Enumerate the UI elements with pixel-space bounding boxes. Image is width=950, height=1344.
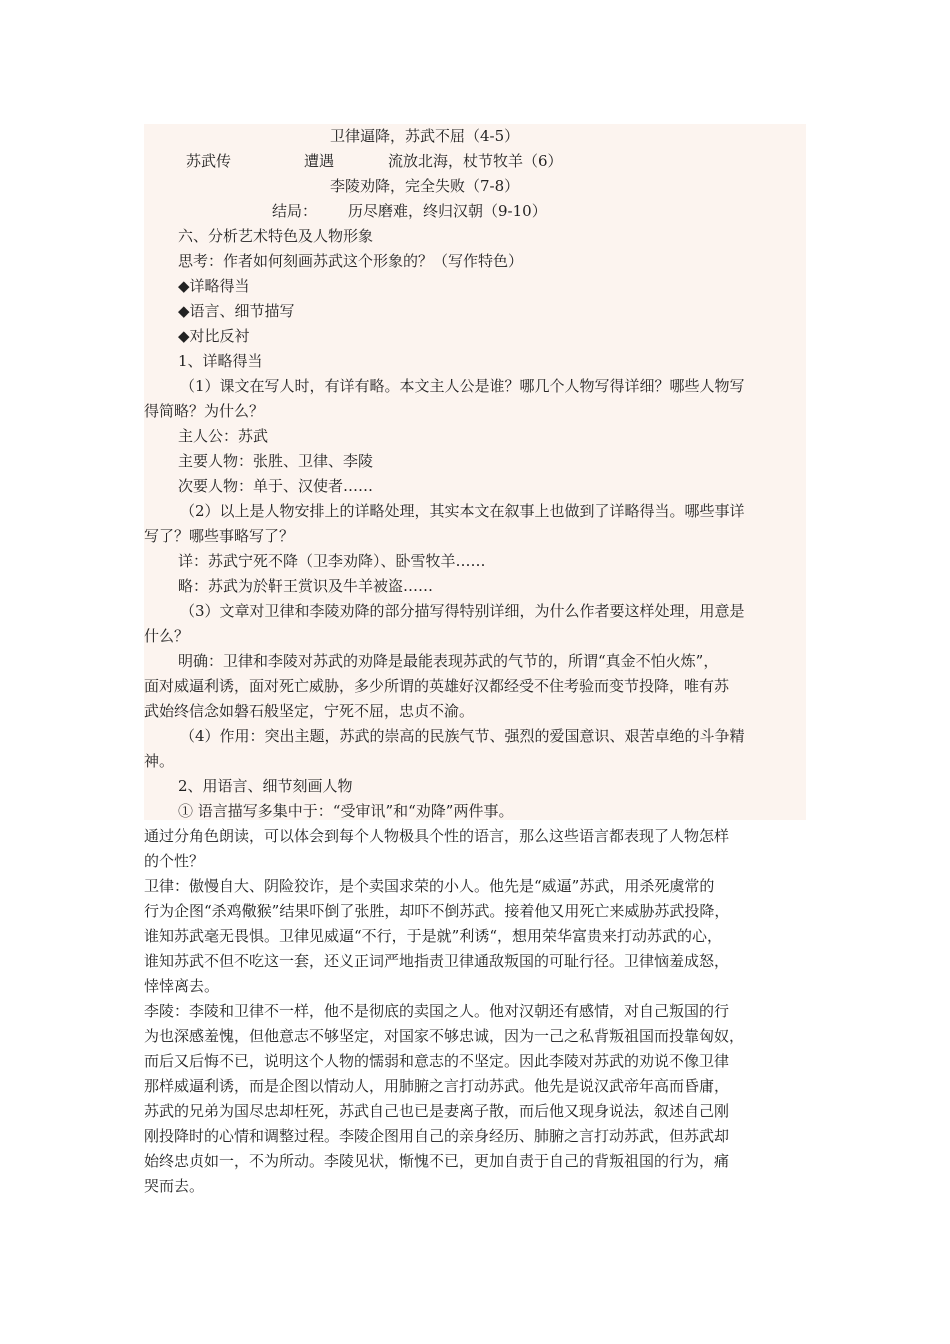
outline-row-2: 流放北海，杖节牧羊（6） — [388, 152, 563, 170]
text-line: （3）文章对卫律和李陵劝降的部分描写得特别详细，为什么作者要这样处理，用意是 — [180, 602, 745, 620]
text-line: 思考：作者如何刻画苏武这个形象的？（写作特色） — [178, 252, 524, 270]
text-line: 主要人物：张胜、卫律、李陵 — [178, 452, 374, 470]
heading-line: 1、详略得当 — [178, 352, 263, 370]
outline-middle: 遭遇 — [304, 152, 335, 170]
text-line: 行为企图“杀鸡儆猴”结果吓倒了张胜，却吓不倒苏武。接着他又用死亡来威胁苏武投降， — [144, 902, 730, 920]
text-line: 什么？ — [144, 627, 190, 645]
text-line: （1）课文在写人时，有详有略。本文主人公是谁？哪几个人物写得详细？哪些人物写 — [180, 377, 745, 395]
text-line: 哭而去。 — [144, 1177, 205, 1195]
outline-title: 苏武传 — [186, 152, 232, 170]
text-line: 始终忠贞如一，不为所动。李陵见状，惭愧不已，更加自责于自己的背叛祖国的行为，痛 — [144, 1152, 730, 1170]
text-line: 李陵：李陵和卫律不一样，他不是彻底的卖国之人。他对汉朝还有感情，对自己叛国的行 — [144, 1002, 730, 1020]
text-line: 次要人物：单于、汉使者…… — [178, 477, 374, 495]
outline-ending-label: 结局： — [272, 202, 318, 220]
text-line: 苏武的兄弟为国尽忠却枉死，苏武自己也已是妻离子散，而后他又现身说法，叙述自己刚 — [144, 1102, 730, 1120]
text-line: 得简略？为什么？ — [144, 402, 265, 420]
text-line: （2）以上是人物安排上的详略处理，其实本文在叙事上也做到了详略得当。哪些事详 — [180, 502, 745, 520]
outline-row-3: 李陵劝降，完全失败（7-8） — [330, 177, 520, 195]
text-line: 谁知苏武不但不吃这一套，还义正词严地指责卫律通敌叛国的可耻行径。卫律恼羞成怒， — [144, 952, 730, 970]
text-line: 面对威逼利诱，面对死亡威胁，多少所谓的英雄好汉都经受不住考验而变节投降，唯有苏 — [144, 677, 730, 695]
text-line: 的个性？ — [144, 852, 205, 870]
text-line: 主人公：苏武 — [178, 427, 269, 445]
text-line: 详：苏武宁死不降（卫李劝降）、卧雪牧羊…… — [178, 552, 486, 570]
heading-line: 六、分析艺术特色及人物形象 — [178, 227, 374, 245]
bullet-line: ◆语言、细节描写 — [178, 302, 295, 320]
text-line: 而后又后悔不已，说明这个人物的懦弱和意志的不坚定。因此李陵对苏武的劝说不像卫律 — [144, 1052, 730, 1070]
text-line: 悻悻离去。 — [144, 977, 220, 995]
text-line: 那样威逼利诱，而是企图以情动人，用肺腑之言打动苏武。他先是说汉武帝年高而昏庸， — [144, 1077, 730, 1095]
text-line: 神。 — [144, 752, 175, 770]
outline-row-1: 卫律逼降，苏武不屈（4-5） — [330, 127, 520, 145]
text-line: 通过分角色朗读，可以体会到每个人物极具个性的语言，那么这些语言都表现了人物怎样 — [144, 827, 730, 845]
text-line: 写了？哪些事略写了？ — [144, 527, 295, 545]
text-line: 略：苏武为於靬王赏识及牛羊被盗…… — [178, 577, 434, 595]
heading-line: 2、用语言、细节刻画人物 — [178, 777, 353, 795]
text-line: 谁知苏武毫无畏惧。卫律见威逼“不行，于是就”利诱“，想用荣华富贵来打动苏武的心， — [144, 927, 723, 945]
text-line: 武始终信念如磐石般坚定，宁死不屈，忠贞不渝。 — [144, 702, 475, 720]
text-line: 刚投降时的心情和调整过程。李陵企图用自己的亲身经历、肺腑之言打动苏武，但苏武却 — [144, 1127, 730, 1145]
text-line: ① 语言描写多集中于：“受审讯”和“劝降”两件事。 — [178, 802, 514, 820]
text-line: 卫律：傲慢自大、阴险狡诈，是个卖国求荣的小人。他先是“威逼”苏武，用杀死虞常的 — [144, 877, 715, 895]
text-line: 为也深感羞愧，但他意志不够坚定，对国家不够忠诚，因为一己之私背叛祖国而投靠匈奴， — [144, 1027, 745, 1045]
outline-ending-text: 历尽磨难，终归汉朝（9-10） — [348, 202, 547, 220]
text-line: 明确：卫律和李陵对苏武的劝降是最能表现苏武的气节的，所谓“真金不怕火炼”， — [178, 652, 719, 670]
text-line: （4）作用：突出主题，苏武的崇高的民族气节、强烈的爱国意识、艰苦卓绝的斗争精 — [180, 727, 745, 745]
bullet-line: ◆对比反衬 — [178, 327, 250, 345]
bullet-line: ◆详略得当 — [178, 277, 250, 295]
